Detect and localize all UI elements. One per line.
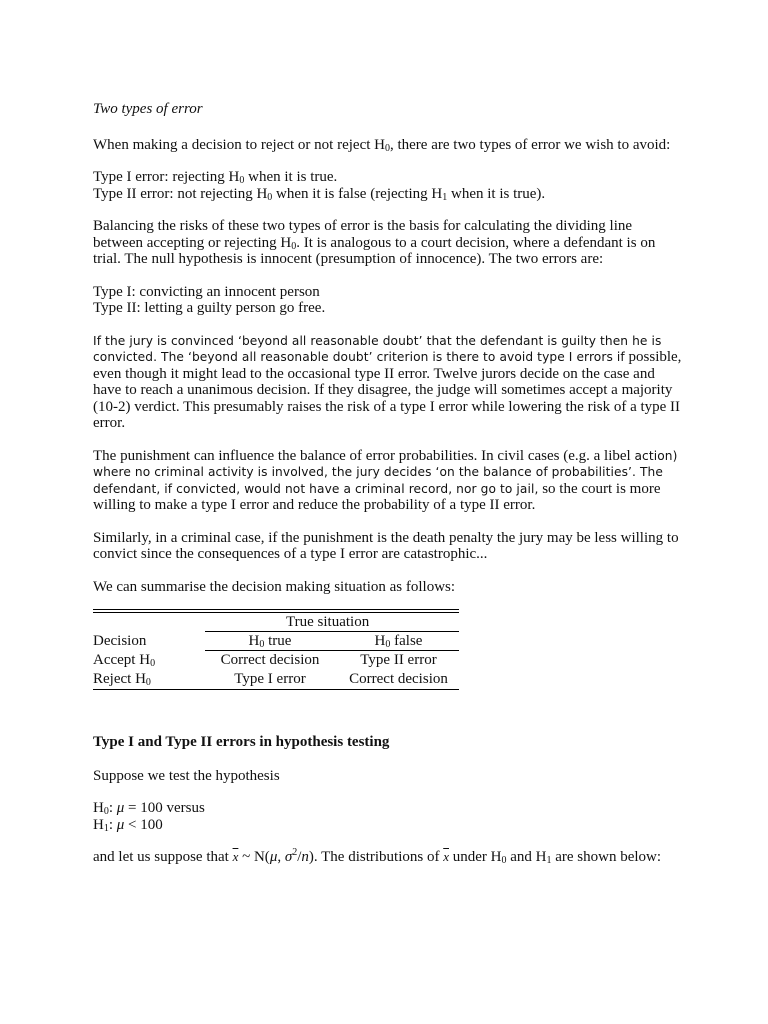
row-label: Reject $H_0$ bbox=[93, 671, 151, 688]
x-bar-symbol: $\overline{x}$ bbox=[443, 849, 449, 864]
suppose-line: Suppose we test the hypothesis bbox=[93, 767, 280, 784]
hypothesis-testing-heading: Type I and Type II errors in hypothesis testing bbox=[93, 734, 390, 750]
table-row bbox=[93, 651, 459, 670]
x-bar-symbol: $\overline{x}$ bbox=[232, 849, 239, 864]
decision-header: Decision bbox=[93, 633, 147, 649]
h0-true-header: $H_0$ true bbox=[248, 633, 292, 650]
court-type1: Type I: convicting an innocent person bbox=[93, 283, 320, 300]
punishment-paragraph: The punishment can influence the balance of error probabilities. In civil cases (e.g. a libel action) where no criminal activity is involved, the jury decides ‘on the balance of probabilities’. The defendant, if convicted, would not have a criminal record, nor go to jail, so the court is more willing to make a type I error and reduce the probability of a type II error. bbox=[93, 447, 678, 513]
similarly-paragraph: Similarly, in a criminal case, if the punishment is the death penalty the jury may be less willing to convict since the consequences of a type I error are catastrophic... bbox=[93, 529, 679, 562]
type2-definition: Type II error: not rejecting $H_0$ when it is false (rejecting $H_1$ when it is true). bbox=[93, 185, 546, 203]
row-label: Accept $H_0$ bbox=[93, 652, 156, 669]
section-title: Two types of error bbox=[93, 101, 203, 117]
table-cell: Type I error bbox=[234, 671, 306, 687]
true-situation-header: True situation bbox=[286, 614, 370, 630]
table-cell: Correct decision bbox=[349, 671, 448, 687]
jury-paragraph: If the jury is convinced ‘beyond all reasonable doubt’ that the defendant is guilty then he is convicted. The ‘beyond all reasonable doubt’ criterion is there to avoid type I errors if possible, even though it might lead to the occasional type II error. Twelve jurors decide on the case and have to reach a unanimous decision. If they disagree, the judge will sometimes accept a majority (10-2) verdict. This presumably raises the risk of a type I error while lowering the risk of a type II error. bbox=[93, 333, 682, 431]
decision-table bbox=[93, 609, 459, 690]
table-header-row-1 bbox=[93, 613, 459, 632]
table-cell: Correct decision bbox=[220, 652, 320, 668]
document-page bbox=[93, 101, 683, 866]
table-header-row-2 bbox=[93, 632, 459, 651]
table-bottom-rule bbox=[93, 689, 459, 690]
summary-line: We can summarise the decision making situation as follows: bbox=[93, 578, 456, 595]
h0-hypothesis: $H_0$: μ = 100 versus bbox=[93, 800, 205, 817]
distribution-paragraph: and let us suppose that $\overline{x}$ ~ N(μ, $\sigma^2/n$). The distributions of $\overline{x}$ under $H_0$ and $H_1$ are shown below: bbox=[93, 847, 662, 866]
type1-definition: Type I error: rejecting $H_0$ when it is true. bbox=[93, 169, 338, 186]
table-cell: Type II error bbox=[360, 652, 437, 668]
balancing-paragraph: Balancing the risks of these two types of error is the basis for calculating the dividing line between accepting or rejecting $H_0$. It is analogous to a court decision, where a defendant is on trial. The null hypothesis is innocent (presumption of innocence). The two errors are: bbox=[93, 218, 656, 267]
court-type2: Type II: letting a guilty person go free. bbox=[93, 300, 326, 316]
table-top-rule bbox=[93, 609, 459, 610]
table-row bbox=[93, 670, 459, 689]
h1-hypothesis: $H_1$: μ < 100 bbox=[93, 816, 163, 834]
intro-paragraph: When making a decision to reject or not reject $H_0$, there are two types of error we wish to avoid: bbox=[93, 136, 671, 154]
h0-false-header: $H_0$ false bbox=[374, 633, 423, 650]
